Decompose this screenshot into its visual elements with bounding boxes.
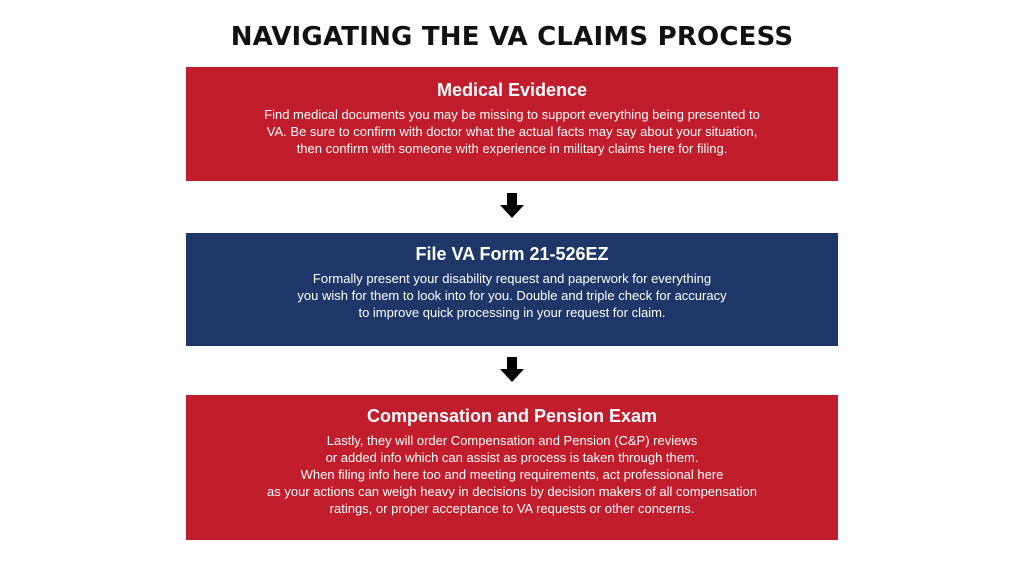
step-description-line: or added info which can assist as process is taken through them. xyxy=(325,450,699,465)
arrow-down-icon xyxy=(499,357,525,383)
step-description-line: as your actions can weigh heavy in decisions by decision makers of all compensation xyxy=(267,484,757,499)
step-heading: File VA Form 21-526EZ xyxy=(415,244,609,264)
step-heading: Compensation and Pension Exam xyxy=(366,406,658,426)
step-heading: Medical Evidence xyxy=(436,80,588,100)
step-description-line: you wish for them to look into for you. Double and triple check for accuracy xyxy=(297,288,727,303)
step-description-line: ratings, or proper acceptance to VA requests or other concerns. xyxy=(329,501,695,516)
step-medical-evidence xyxy=(186,67,838,181)
step-description xyxy=(186,106,838,157)
step-description xyxy=(186,432,838,517)
step-description xyxy=(186,270,838,321)
step-description-line: to improve quick processing in your request for claim. xyxy=(358,305,666,320)
arrow-down-icon xyxy=(499,193,525,219)
step-description-line: Find medical documents you may be missing to support everything being presented to xyxy=(264,107,760,122)
page-title: NAVIGATING THE VA CLAIMS PROCESS xyxy=(230,22,794,52)
step-description-line: VA. Be sure to confirm with doctor what the actual facts may say about your situation, xyxy=(266,124,758,139)
step-description-line: Formally present your disability request and paperwork for everything xyxy=(312,271,712,286)
step-file-va-form xyxy=(186,233,838,346)
step-description-line: Lastly, they will order Compensation and Pension (C&P) reviews xyxy=(326,433,698,448)
step-description-line: then confirm with someone with experience in military claims here for filing. xyxy=(296,141,728,156)
step-compensation-pension-exam xyxy=(186,395,838,540)
step-description-line: When filing info here too and meeting requirements, act professional here xyxy=(300,467,724,482)
